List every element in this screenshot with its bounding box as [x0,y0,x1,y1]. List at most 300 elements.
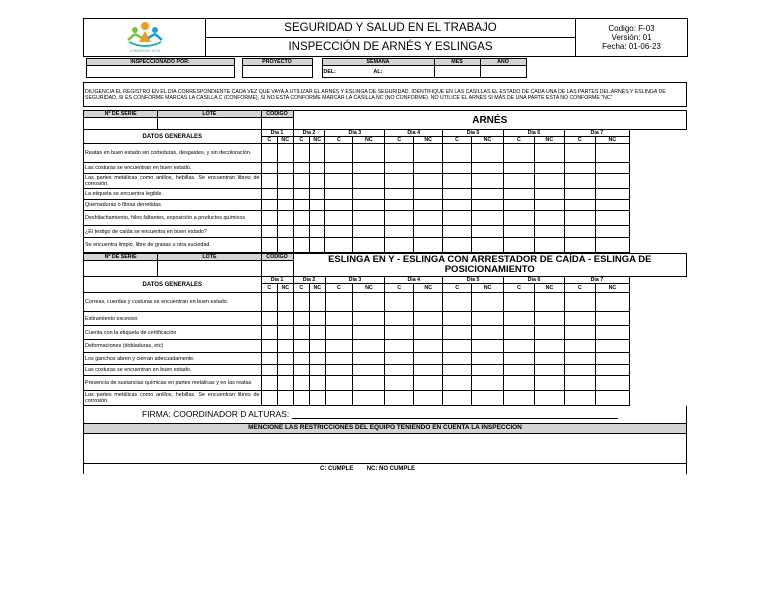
lanyard-check-c-cell[interactable] [325,340,353,353]
lanyard-check-c-cell[interactable] [504,365,535,376]
harness-c-header: C [443,137,472,144]
harness-check-nc-cell[interactable] [534,174,564,189]
harness-check-nc-cell[interactable] [310,189,325,200]
lanyard-check-c-cell[interactable] [504,376,535,391]
harness-nc-header: NC [310,137,325,144]
lanyard-check-c-cell[interactable] [325,376,353,391]
legend-noncompliant: NC: NO CUMPLE [366,465,416,472]
harness-check-nc-cell[interactable] [471,211,503,226]
lanyard-check-c-cell[interactable] [443,365,472,376]
lanyard-day-header-1: Dia 1 [261,277,293,284]
lanyard-check-c-cell[interactable] [504,353,535,365]
lanyard-check-nc-cell[interactable] [278,353,294,365]
lanyard-check-c-cell[interactable] [293,353,310,365]
harness-check-c-cell[interactable] [293,226,310,238]
harness-c-header: C [293,137,310,144]
lanyard-check-nc-cell[interactable] [595,326,629,340]
harness-check-nc-cell[interactable] [534,200,564,211]
lanyard-check-nc-cell[interactable] [278,293,294,312]
harness-check-nc-cell[interactable] [310,174,325,189]
lanyard-check-nc-cell[interactable] [310,340,325,353]
lanyard-c-header: C [293,284,310,293]
lanyard-check-c-cell[interactable] [385,365,414,376]
harness-check-nc-cell[interactable] [534,226,564,238]
lanyard-check-c-cell[interactable] [385,376,414,391]
harness-check-c-cell[interactable] [385,144,414,163]
lanyard-check-nc-cell[interactable] [595,365,629,376]
lanyard-check-nc-cell[interactable] [535,326,565,340]
harness-check-nc-cell[interactable] [278,226,293,238]
month-field[interactable] [434,66,480,78]
lanyard-check-c-cell[interactable] [504,293,535,312]
lanyard-check-c-cell[interactable] [261,376,278,391]
harness-check-c-cell[interactable] [385,226,414,238]
harness-item-label: Las partes metálicas como anillos, hebillas. Se encuentran libres de corrosión. [85,175,260,187]
harness-check-nc-cell[interactable] [310,226,325,238]
lanyard-check-nc-cell[interactable] [353,340,385,353]
harness-check-c-cell[interactable] [503,163,534,174]
harness-check-nc-cell[interactable] [534,189,564,200]
lanyard-check-c-cell[interactable] [385,326,414,340]
harness-serial-field[interactable] [84,118,158,130]
harness-check-c-cell[interactable] [325,238,353,253]
lanyard-check-nc-cell[interactable] [353,365,385,376]
harness-check-c-cell[interactable] [293,200,310,211]
harness-check-c-cell[interactable] [385,211,414,226]
lanyard-check-nc-cell[interactable] [310,376,325,391]
harness-check-nc-cell[interactable] [534,163,564,174]
harness-check-c-cell[interactable] [385,200,414,211]
harness-check-c-cell[interactable] [261,211,278,226]
harness-check-nc-cell[interactable] [278,174,293,189]
harness-check-nc-cell[interactable] [278,189,293,200]
lanyard-check-nc-cell[interactable] [595,340,629,353]
inspector-field[interactable] [86,66,234,78]
lanyard-check-c-cell[interactable] [385,312,414,326]
harness-check-c-cell[interactable] [261,200,278,211]
lanyard-check-nc-cell[interactable] [595,353,629,365]
lanyard-check-nc-cell[interactable] [535,340,565,353]
lanyard-check-nc-cell[interactable] [472,391,504,406]
harness-check-nc-cell[interactable] [353,211,385,226]
harness-check-nc-cell[interactable] [414,238,443,253]
harness-item-label: Las costuras se encuentran en buen estado. [84,163,262,174]
harness-check-c-cell[interactable] [503,174,534,189]
lanyard-check-nc-cell[interactable] [353,376,385,391]
lanyard-check-nc-cell[interactable] [310,353,325,365]
lanyard-check-nc-cell[interactable] [414,365,443,376]
lanyard-check-c-cell[interactable] [443,312,472,326]
lanyard-check-nc-cell[interactable] [414,340,443,353]
harness-check-nc-cell[interactable] [595,189,629,200]
harness-check-c-cell[interactable] [325,144,353,163]
lanyard-check-c-cell[interactable] [261,365,278,376]
logo-cell [84,19,206,57]
harness-check-nc-cell[interactable] [595,226,629,238]
harness-check-nc-cell[interactable] [471,226,503,238]
lanyard-check-c-cell[interactable] [443,326,472,340]
lanyard-check-c-cell[interactable] [504,326,535,340]
lanyard-check-c-cell[interactable] [443,353,472,365]
year-label: AÑO [480,59,526,66]
harness-check-nc-cell[interactable] [414,189,443,200]
lanyard-check-nc-cell[interactable] [353,293,385,312]
lanyard-check-c-cell[interactable] [325,365,353,376]
lanyard-check-c-cell[interactable] [443,376,472,391]
harness-c-header: C [385,137,414,144]
lanyard-check-c-cell[interactable] [564,353,595,365]
harness-check-nc-cell[interactable] [310,163,325,174]
lanyard-code-field[interactable] [261,261,293,277]
lanyard-check-c-cell[interactable] [564,312,595,326]
harness-check-nc-cell[interactable] [353,200,385,211]
info-table [83,58,687,78]
form-subtitle: INSPECCIÓN DE ARNÉS Y ESLINGAS [206,38,576,57]
lanyard-check-nc-cell[interactable] [535,293,565,312]
lanyard-item-label: Presencia de sustancias químicas en partes metálicas y en las reatas [84,376,262,391]
harness-check-nc-cell[interactable] [471,163,503,174]
lanyard-check-c-cell[interactable] [385,353,414,365]
harness-lot-field[interactable] [158,118,261,130]
lanyard-check-nc-cell[interactable] [414,391,443,406]
harness-check-c-cell[interactable] [503,238,534,253]
lanyard-check-c-cell[interactable] [325,293,353,312]
lanyard-check-nc-cell[interactable] [278,326,294,340]
harness-check-nc-cell[interactable] [534,238,564,253]
harness-check-nc-cell[interactable] [595,163,629,174]
lanyard-check-c-cell[interactable] [564,365,595,376]
lanyard-check-c-cell[interactable] [325,312,353,326]
harness-check-nc-cell[interactable] [414,174,443,189]
harness-check-nc-cell[interactable] [310,211,325,226]
lanyard-nc-header: NC [353,284,385,293]
lanyard-check-nc-cell[interactable] [472,353,504,365]
harness-item-label: Se encuentra limpio, libre de grasas u otra suciedad. [84,238,262,253]
lanyard-item-label: Estiramiento excesivo [84,312,262,326]
lanyard-check-nc-cell[interactable] [472,312,504,326]
lanyard-check-nc-cell[interactable] [310,391,325,406]
lanyard-check-nc-cell[interactable] [414,353,443,365]
lanyard-check-c-cell[interactable] [261,312,278,326]
lanyard-check-nc-cell[interactable] [472,326,504,340]
lanyard-check-c-cell[interactable] [504,340,535,353]
harness-day-header-2: Dia 2 [293,130,325,137]
harness-day-header-3: Dia 3 [325,130,385,137]
harness-check-c-cell[interactable] [443,211,472,226]
lanyard-check-nc-cell[interactable] [278,340,294,353]
harness-check-nc-cell[interactable] [353,163,385,174]
lanyard-nc-header: NC [310,284,325,293]
lanyard-check-nc-cell[interactable] [535,376,565,391]
lanyard-check-c-cell[interactable] [385,293,414,312]
lanyard-check-c-cell[interactable] [564,391,595,406]
harness-check-c-cell[interactable] [443,144,472,163]
harness-check-c-cell[interactable] [325,226,353,238]
lanyard-check-c-cell[interactable] [293,326,310,340]
lanyard-check-nc-cell[interactable] [353,312,385,326]
lanyard-check-c-cell[interactable] [325,353,353,365]
lanyard-day-header-5: Dia 5 [443,277,504,284]
lanyard-check-c-cell[interactable] [385,391,414,406]
lanyard-day-header-4: Dia 4 [385,277,443,284]
harness-check-c-cell[interactable] [564,189,595,200]
year-field[interactable] [480,66,526,78]
harness-check-c-cell[interactable] [261,144,278,163]
lanyard-check-c-cell[interactable] [261,340,278,353]
harness-check-nc-cell[interactable] [471,174,503,189]
harness-general-label: DATOS GENERALES [84,130,262,144]
legend-row [84,463,687,474]
lanyard-check-nc-cell[interactable] [310,326,325,340]
lanyard-check-nc-cell[interactable] [535,391,565,406]
instructions-table [83,82,687,107]
harness-check-nc-cell[interactable] [353,238,385,253]
harness-check-nc-cell[interactable] [278,238,293,253]
harness-check-nc-cell[interactable] [310,144,325,163]
lanyard-check-nc-cell[interactable] [353,326,385,340]
harness-check-c-cell[interactable] [503,226,534,238]
harness-check-c-cell[interactable] [385,189,414,200]
harness-check-c-cell[interactable] [325,163,353,174]
lanyard-item-row [84,326,687,340]
harness-check-c-cell[interactable] [443,200,472,211]
harness-check-c-cell[interactable] [325,189,353,200]
harness-check-nc-cell[interactable] [595,174,629,189]
lanyard-check-c-cell[interactable] [261,326,278,340]
lanyard-check-nc-cell[interactable] [595,376,629,391]
lanyard-check-nc-cell[interactable] [595,391,629,406]
harness-check-c-cell[interactable] [564,174,595,189]
harness-check-c-cell[interactable] [443,238,472,253]
harness-check-nc-cell[interactable] [595,211,629,226]
harness-check-c-cell[interactable] [261,226,278,238]
lanyard-section-title: ESLINGA EN Y - ESLINGA CON ARRESTADOR DE CAÍDA - ESLINGA DE POSICIONAMIENTO [293,254,686,277]
document-code: Codigo: F-03 [608,24,655,33]
lanyard-check-c-cell[interactable] [293,340,310,353]
harness-check-c-cell[interactable] [564,144,595,163]
harness-check-c-cell[interactable] [261,174,278,189]
lanyard-check-nc-cell[interactable] [414,326,443,340]
lanyard-c-header: C [443,284,472,293]
harness-check-c-cell[interactable] [443,163,472,174]
harness-check-nc-cell[interactable] [471,200,503,211]
harness-check-c-cell[interactable] [325,200,353,211]
lanyard-lot-label: LOTE [158,254,261,261]
harness-check-nc-cell[interactable] [353,144,385,163]
harness-item-label: ¿El testigo de caída se encuentra en buen estado? [84,226,262,238]
harness-check-nc-cell[interactable] [595,200,629,211]
lanyard-check-c-cell[interactable] [564,376,595,391]
harness-check-c-cell[interactable] [293,174,310,189]
lanyard-check-c-cell[interactable] [293,391,310,406]
harness-check-c-cell[interactable] [564,163,595,174]
lanyard-check-nc-cell[interactable] [472,340,504,353]
lanyard-item-row [84,365,687,376]
inspector-label: INSPECCIONADO POR: [86,59,234,66]
harness-check-c-cell[interactable] [325,211,353,226]
lanyard-check-nc-cell[interactable] [414,376,443,391]
harness-check-c-cell[interactable] [261,163,278,174]
harness-check-c-cell[interactable] [564,211,595,226]
harness-check-c-cell[interactable] [503,200,534,211]
lanyard-check-c-cell[interactable] [293,365,310,376]
document-date: Fecha: 01-06-23 [602,42,661,51]
lanyard-check-c-cell[interactable] [564,326,595,340]
harness-check-nc-cell[interactable] [278,163,293,174]
lanyard-nc-header: NC [535,284,565,293]
lanyard-lot-field[interactable] [158,261,261,277]
harness-check-nc-cell[interactable] [414,144,443,163]
lanyard-check-nc-cell[interactable] [472,376,504,391]
lanyard-check-c-cell[interactable] [443,340,472,353]
harness-item-label: La etiqueta se encuentra legible. [84,189,262,200]
harness-nc-header: NC [414,137,443,144]
harness-check-c-cell[interactable] [564,226,595,238]
harness-check-c-cell[interactable] [385,174,414,189]
lanyard-item-row [84,391,687,406]
lanyard-check-nc-cell[interactable] [310,293,325,312]
harness-check-nc-cell[interactable] [471,189,503,200]
lanyard-check-nc-cell[interactable] [414,312,443,326]
harness-check-nc-cell[interactable] [414,211,443,226]
harness-check-nc-cell[interactable] [595,144,629,163]
harness-check-nc-cell[interactable] [278,200,293,211]
lanyard-check-c-cell[interactable] [261,391,278,406]
harness-check-nc-cell[interactable] [414,200,443,211]
lanyard-check-c-cell[interactable] [293,376,310,391]
harness-check-c-cell[interactable] [503,189,534,200]
harness-check-c-cell[interactable] [503,144,534,163]
lanyard-serial-label: Nº DE SERIE [84,254,158,261]
harness-check-c-cell[interactable] [325,174,353,189]
lanyard-check-nc-cell[interactable] [278,365,294,376]
lanyard-item-label: Correas, cuerdas y costuras se encuentran en buen estado. [84,293,262,312]
harness-check-nc-cell[interactable] [310,200,325,211]
lanyard-check-nc-cell[interactable] [278,391,294,406]
lanyard-general-label: DATOS GENERALES [84,277,262,293]
lanyard-check-c-cell[interactable] [293,312,310,326]
lanyard-check-c-cell[interactable] [504,391,535,406]
harness-check-nc-cell[interactable] [414,226,443,238]
harness-check-nc-cell[interactable] [278,144,293,163]
week-field[interactable] [322,66,434,78]
lanyard-check-nc-cell[interactable] [414,293,443,312]
lanyard-day-header-2: Dia 2 [293,277,325,284]
lanyard-item-row [84,340,687,353]
harness-nc-header: NC [471,137,503,144]
harness-check-c-cell[interactable] [564,238,595,253]
lanyard-check-nc-cell[interactable] [595,312,629,326]
harness-check-c-cell[interactable] [385,238,414,253]
lanyard-check-c-cell[interactable] [564,340,595,353]
lanyard-check-nc-cell[interactable] [310,312,325,326]
lanyard-check-nc-cell[interactable] [535,312,565,326]
harness-check-nc-cell[interactable] [534,211,564,226]
harness-check-c-cell[interactable] [443,189,472,200]
lanyard-code-label: CODIGO [261,254,293,261]
harness-section-title: ARNÉS [293,111,687,130]
lanyard-check-c-cell[interactable] [325,391,353,406]
legend-compliant: C: CUMPLE [320,465,354,472]
harness-check-c-cell[interactable] [293,144,310,163]
lanyard-check-nc-cell[interactable] [353,353,385,365]
harness-check-c-cell[interactable] [293,163,310,174]
harness-check-c-cell[interactable] [503,211,534,226]
lanyard-check-c-cell[interactable] [443,293,472,312]
harness-check-c-cell[interactable] [261,238,278,253]
harness-check-c-cell[interactable] [293,238,310,253]
lanyard-check-c-cell[interactable] [325,326,353,340]
harness-check-c-cell[interactable] [385,163,414,174]
lanyard-check-nc-cell[interactable] [278,376,294,391]
lanyard-check-nc-cell[interactable] [472,365,504,376]
harness-check-nc-cell[interactable] [310,238,325,253]
lanyard-nc-header: NC [414,284,443,293]
harness-item-label: Deshilachamiento, hilos faltantes, exposición a productos químicos [84,211,262,226]
harness-check-nc-cell[interactable] [534,144,564,163]
harness-check-nc-cell[interactable] [595,238,629,253]
harness-check-c-cell[interactable] [564,200,595,211]
harness-check-nc-cell[interactable] [471,144,503,163]
restrictions-field[interactable] [84,433,687,463]
harness-check-nc-cell[interactable] [353,226,385,238]
lanyard-check-nc-cell[interactable] [310,365,325,376]
lanyard-check-c-cell[interactable] [261,353,278,365]
harness-check-nc-cell[interactable] [353,189,385,200]
project-field[interactable] [242,66,312,78]
lanyard-check-c-cell[interactable] [261,293,278,312]
restrictions-label: MENCIONE LAS RESTRICCIONES DEL EQUIPO TENIENDO EN CUENTA LA INSPECCIÓN [84,423,687,433]
harness-check-c-cell[interactable] [443,174,472,189]
lanyard-check-c-cell[interactable] [385,340,414,353]
harness-check-nc-cell[interactable] [471,238,503,253]
lanyard-check-nc-cell[interactable] [278,312,294,326]
lanyard-check-nc-cell[interactable] [535,353,565,365]
lanyard-item-label: Los ganchos abren y cierran adecuadamente. [84,353,262,365]
harness-item-row [84,144,687,163]
harness-item-row [84,226,687,238]
lanyard-check-nc-cell[interactable] [472,293,504,312]
lanyard-check-nc-cell[interactable] [595,293,629,312]
lanyard-day-header-3: Dia 3 [325,277,385,284]
signature-line[interactable] [292,411,618,419]
harness-check-c-cell[interactable] [443,226,472,238]
harness-code-label: CODIGO [261,111,293,118]
lanyard-check-nc-cell[interactable] [535,365,565,376]
lanyard-check-c-cell[interactable] [443,391,472,406]
harness-check-nc-cell[interactable] [353,174,385,189]
form-header [83,18,688,57]
lanyard-serial-field[interactable] [84,261,158,277]
harness-c-header: C [325,137,353,144]
harness-check-nc-cell[interactable] [414,163,443,174]
lanyard-item-label: Cuenta con la etiqueta de certificación [84,326,262,340]
harness-check-c-cell[interactable] [261,189,278,200]
lanyard-item-label: Las costuras se encuentran en buen estado. [84,365,262,376]
harness-code-field[interactable] [261,118,293,130]
lanyard-item-row [84,312,687,326]
harness-check-nc-cell[interactable] [278,211,293,226]
lanyard-check-nc-cell[interactable] [353,391,385,406]
lanyard-check-c-cell[interactable] [564,293,595,312]
lanyard-check-c-cell[interactable] [293,293,310,312]
harness-check-c-cell[interactable] [293,211,310,226]
logo-caption: CONSORCIO SI G3 [129,48,160,53]
lanyard-check-c-cell[interactable] [504,312,535,326]
harness-check-c-cell[interactable] [293,189,310,200]
week-label: SEMANA [322,59,434,66]
inspection-form [83,18,687,474]
